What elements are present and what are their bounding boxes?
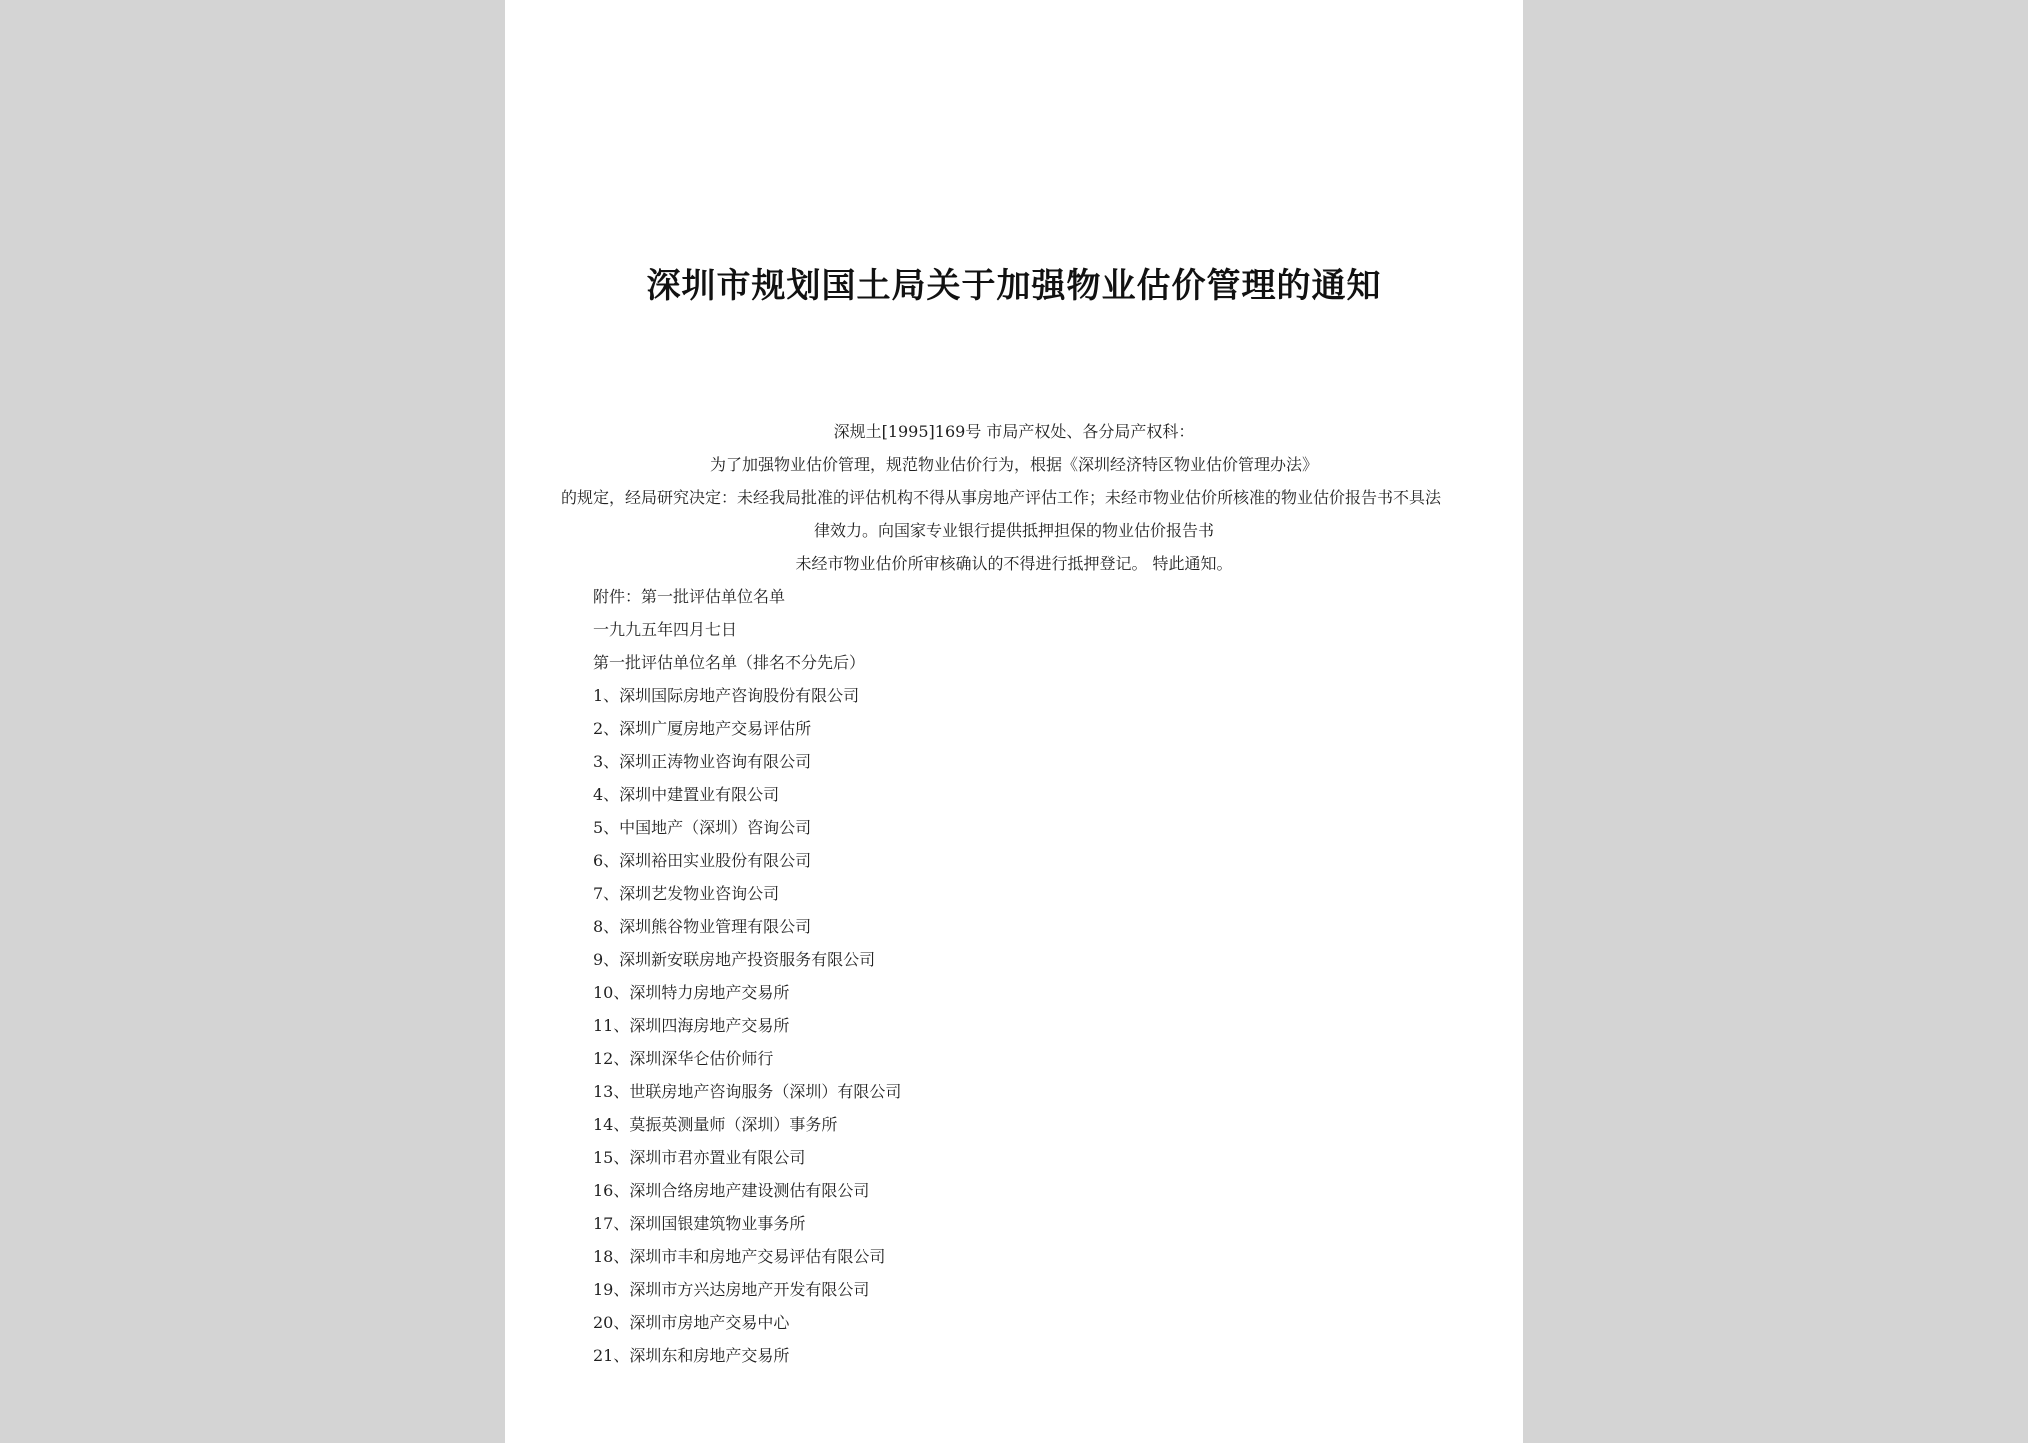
- list-item: 13、世联房地产咨询服务（深圳）有限公司: [593, 1082, 902, 1101]
- list-item: 21、深圳东和房地产交易所: [593, 1346, 790, 1365]
- list-item: 17、深圳国银建筑物业事务所: [593, 1214, 806, 1233]
- list-item: 7、深圳艺发物业咨询公司: [593, 884, 780, 903]
- list-item: 8、深圳熊谷物业管理有限公司: [593, 917, 812, 936]
- list-item: 10、深圳特力房地产交易所: [593, 983, 790, 1002]
- list-item: 20、深圳市房地产交易中心: [593, 1313, 790, 1332]
- body-paragraph-line: 为了加强物业估价管理，规范物业估价行为，根据《深圳经济特区物业估价管理办法》: [709, 455, 1318, 474]
- document-date: 一九九五年四月七日: [593, 620, 738, 639]
- list-item: 4、深圳中建置业有限公司: [593, 785, 780, 804]
- attachment-note: 附件：第一批评估单位名单: [593, 587, 786, 606]
- list-item: 9、深圳新安联房地产投资服务有限公司: [593, 950, 876, 969]
- list-heading: 第一批评估单位名单（排名不分先后）: [593, 653, 866, 672]
- list-item: 15、深圳市君亦置业有限公司: [593, 1148, 806, 1167]
- list-item: 14、莫振英测量师（深圳）事务所: [593, 1115, 838, 1134]
- body-paragraph-line: 未经市物业估价所审核确认的不得进行抵押登记。 特此通知。: [795, 554, 1233, 573]
- document-reference-line: 深规土[1995]169号 市局产权处、各分局产权科：: [833, 422, 1195, 441]
- list-item: 1、深圳国际房地产咨询股份有限公司: [593, 686, 860, 705]
- list-item: 6、深圳裕田实业股份有限公司: [593, 851, 812, 870]
- list-item: 3、深圳正涛物业咨询有限公司: [593, 752, 812, 771]
- list-item: 16、深圳合络房地产建设测估有限公司: [593, 1181, 870, 1200]
- list-item: 19、深圳市方兴达房地产开发有限公司: [593, 1280, 870, 1299]
- list-item: 12、深圳深华仑估价师行: [593, 1049, 774, 1068]
- document-page: [505, 0, 1523, 1443]
- list-item: 5、中国地产（深圳）咨询公司: [593, 818, 812, 837]
- body-paragraph-line: 律效力。向国家专业银行提供抵押担保的物业估价报告书: [813, 521, 1214, 540]
- list-item: 11、深圳四海房地产交易所: [593, 1016, 790, 1035]
- list-item: 2、深圳广厦房地产交易评估所: [593, 719, 812, 738]
- document-title: 深圳市规划国土局关于加强物业估价管理的通知: [646, 266, 1382, 306]
- body-paragraph-line: 的规定，经局研究决定：未经我局批准的评估机构不得从事房地产评估工作；未经市物业估价所核准的物业估价报告书不具法: [561, 488, 1442, 507]
- list-item: 18、深圳市丰和房地产交易评估有限公司: [593, 1247, 886, 1266]
